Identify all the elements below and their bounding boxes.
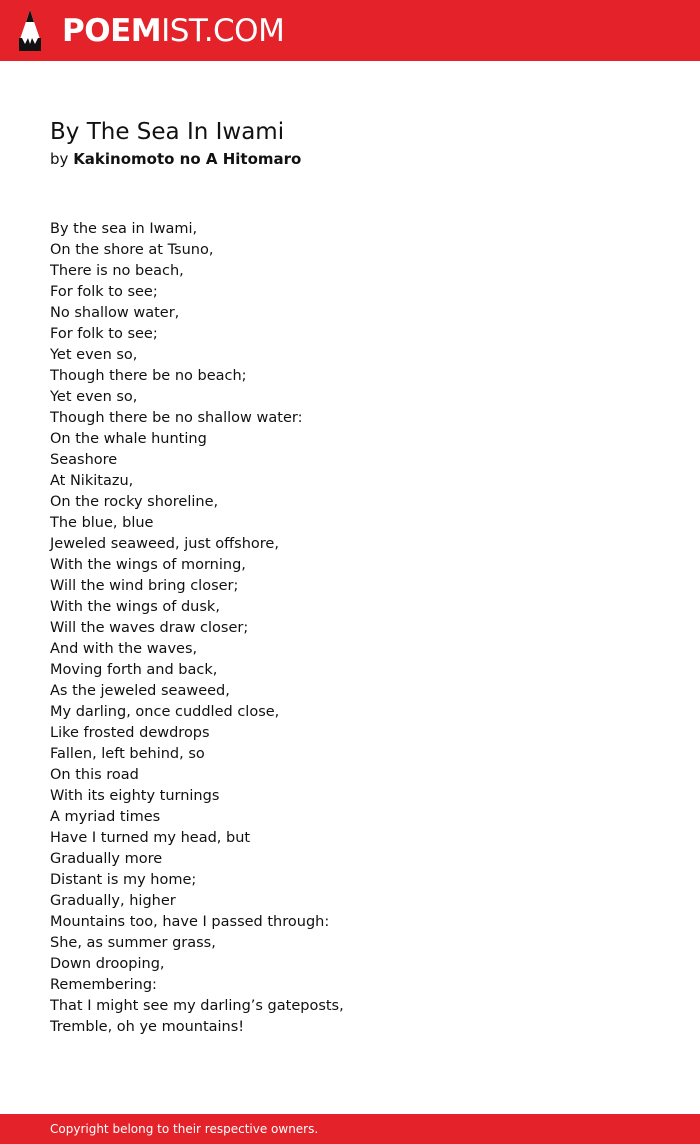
- poem-line: Fallen, left behind, so: [50, 746, 205, 762]
- poem-line: On the whale hunting: [50, 431, 207, 447]
- poem-line: No shallow water,: [50, 305, 180, 321]
- poem-line: By the sea in Iwami,: [50, 221, 198, 237]
- poem-line: With the wings of morning,: [50, 557, 246, 573]
- poem-line: Will the wind bring closer;: [50, 578, 239, 594]
- poem-line: Yet even so,: [50, 347, 138, 363]
- poem-line: My darling, once cuddled close,: [50, 704, 280, 720]
- poem-line: Gradually more: [50, 851, 163, 867]
- poem-line: Seashore: [50, 452, 118, 468]
- poem-line: With the wings of dusk,: [50, 599, 220, 615]
- poem-line: Gradually, higher: [50, 893, 176, 909]
- poem-line: The blue, blue: [50, 515, 154, 531]
- poem-line: Remembering:: [50, 977, 157, 993]
- poem-line: There is no beach,: [50, 263, 184, 279]
- poem-line: Like frosted dewdrops: [50, 725, 210, 741]
- poem-line: Will the waves draw closer;: [50, 620, 249, 636]
- poem-line: At Nikitazu,: [50, 473, 134, 489]
- copyright-text: Copyright belong to their respective owners.: [50, 1122, 319, 1136]
- poem-line: Jeweled seaweed, just offshore,: [50, 536, 279, 552]
- poem-line: Though there be no beach;: [50, 368, 247, 384]
- poem-title: By The Sea In Iwami: [50, 119, 285, 145]
- poem-line: Tremble, oh ye mountains!: [50, 1019, 245, 1035]
- poem-line: Have I turned my head, but: [50, 830, 251, 846]
- poem-line: As the jeweled seaweed,: [50, 683, 230, 699]
- poem-line: Mountains too, have I passed through:: [50, 914, 330, 930]
- site-logo[interactable]: [62, 11, 284, 51]
- poem-line: Though there be no shallow water:: [50, 410, 303, 426]
- poem-line: She, as summer grass,: [50, 935, 216, 951]
- poem-body: [50, 219, 344, 1038]
- poem-line: Moving forth and back,: [50, 662, 218, 678]
- by-label: by: [50, 150, 69, 168]
- poem-author: Kakinomoto no A Hitomaro: [73, 150, 302, 168]
- poem-line: On the rocky shoreline,: [50, 494, 219, 510]
- poem-line: Distant is my home;: [50, 872, 197, 888]
- poem-line: With its eighty turnings: [50, 788, 220, 804]
- poem-line: That I might see my darling’s gateposts,: [50, 998, 344, 1014]
- logo-text-bold: POEM: [62, 13, 162, 49]
- site-header: [0, 0, 700, 61]
- poem-line: A myriad times: [50, 809, 161, 825]
- poem-line: Down drooping,: [50, 956, 165, 972]
- poem-line: On the shore at Tsuno,: [50, 242, 214, 258]
- poem-byline: [50, 148, 301, 170]
- logo-text-light: IST.COM: [161, 13, 285, 49]
- site-footer: [0, 1114, 700, 1144]
- poem-line: Yet even so,: [50, 389, 138, 405]
- poem-line: For folk to see;: [50, 284, 158, 300]
- poem-line: For folk to see;: [50, 326, 158, 342]
- poem-line: On this road: [50, 767, 139, 783]
- poem-line: And with the waves,: [50, 641, 198, 657]
- pencil-logo-icon[interactable]: [16, 9, 44, 52]
